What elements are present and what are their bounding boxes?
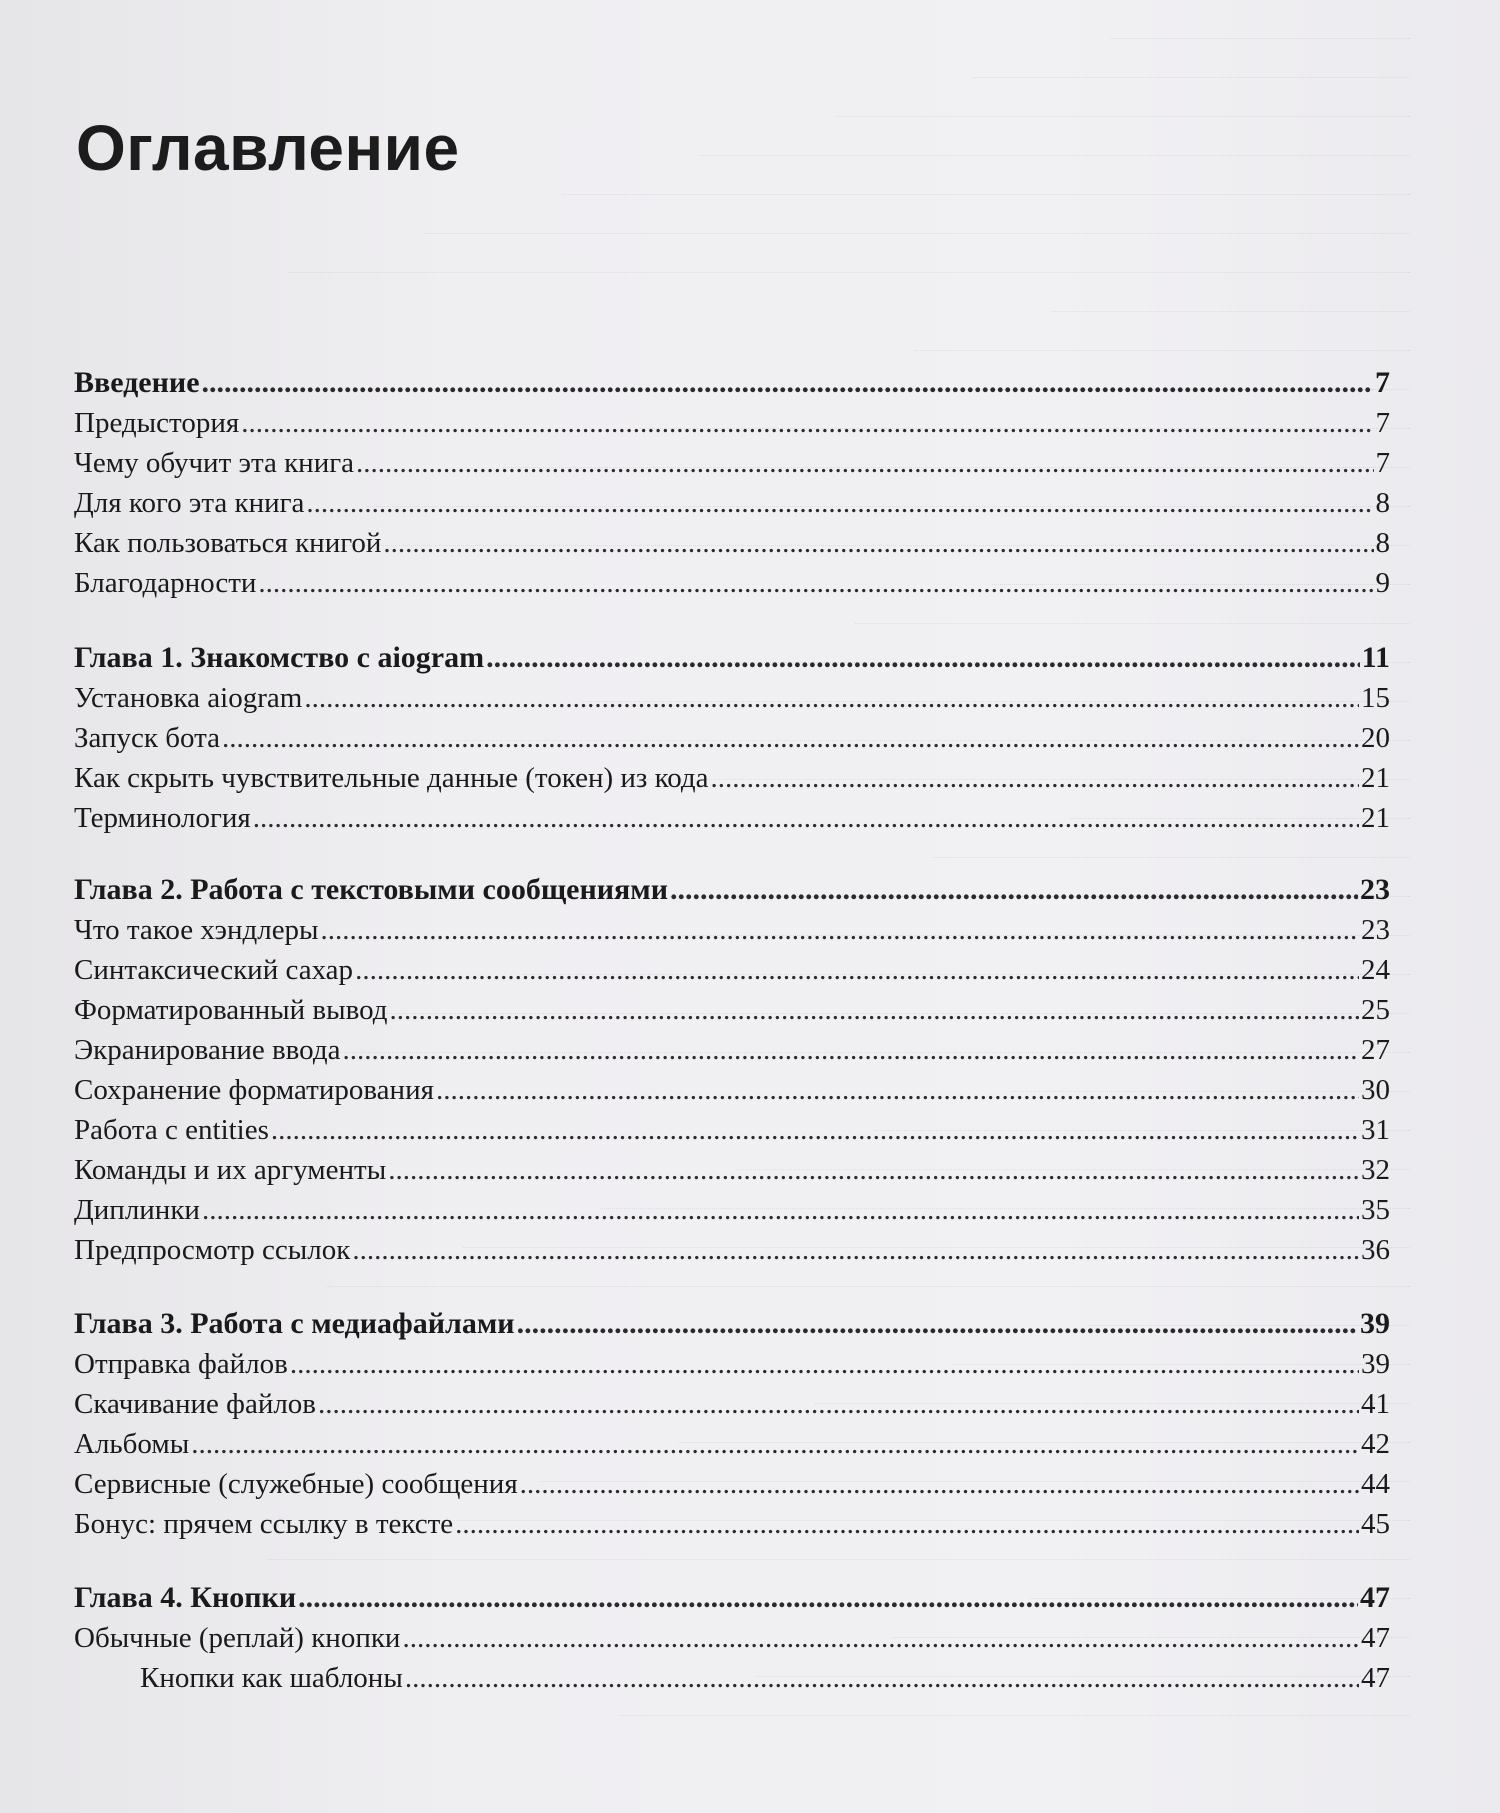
toc-entry-label: Как скрыть чувствительные данные (токен) из кода <box>74 762 709 794</box>
toc-section-entry <box>74 1504 1390 1544</box>
toc-page-number: 9 <box>1375 567 1390 599</box>
toc-page-number: 21 <box>1361 762 1390 794</box>
toc-section-entry <box>74 403 1390 443</box>
toc-page-number: 23 <box>1361 914 1390 946</box>
toc-entry-label: Глава 2. Работа с текстовыми сообщениями <box>74 873 669 906</box>
toc-page-number: 44 <box>1361 1468 1390 1500</box>
toc-page-number: 7 <box>1375 447 1390 479</box>
toc-section-entry <box>74 1190 1390 1230</box>
dot-leader <box>455 1504 1359 1544</box>
toc-entry-label: Глава 1. Знакомство с aiogram <box>74 641 485 674</box>
dot-leader <box>711 758 1359 798</box>
toc-entry-label: Скачивание файлов <box>74 1388 316 1420</box>
toc-page-number: 32 <box>1361 1154 1390 1186</box>
toc-entry-label: Введение <box>74 366 200 399</box>
toc-section-entry <box>74 990 1390 1030</box>
toc-entry-label: Кнопки как шаблоны <box>140 1662 403 1694</box>
toc-entry-label: Установка aiogram <box>74 682 303 714</box>
toc-entry-label: Предыстория <box>74 407 240 439</box>
toc-section-entry <box>74 758 1390 798</box>
dot-leader <box>202 1190 1359 1230</box>
toc-page-number: 20 <box>1361 722 1390 754</box>
toc-section-entry <box>74 950 1390 990</box>
toc-section-entry <box>74 1230 1390 1270</box>
toc-entry-label: Сервисные (служебные) сообщения <box>74 1468 518 1500</box>
dot-leader <box>390 990 1359 1030</box>
dot-leader <box>517 1304 1358 1344</box>
toc-page-number: 39 <box>1361 1348 1390 1380</box>
toc-section-entry <box>140 1658 1390 1698</box>
toc-section-entry <box>74 1344 1390 1384</box>
toc-section-entry <box>74 1424 1390 1464</box>
toc-section-entry <box>74 1030 1390 1070</box>
dot-leader <box>271 1110 1359 1150</box>
toc-page-number: 23 <box>1360 873 1390 906</box>
dot-leader <box>253 798 1359 838</box>
dot-leader <box>352 1230 1359 1270</box>
dot-leader <box>202 363 1373 403</box>
toc-section-entry <box>74 563 1390 603</box>
toc-chapter-entry <box>74 638 1390 678</box>
dot-leader <box>241 403 1373 443</box>
toc-entry-label: Работа с entities <box>74 1114 269 1146</box>
toc-entry-label: Форматированный вывод <box>74 994 388 1026</box>
dot-leader <box>222 718 1359 758</box>
dot-leader <box>304 678 1359 718</box>
dot-leader <box>298 1578 1358 1618</box>
toc-entry-label: Глава 3. Работа с медиафайлами <box>74 1307 515 1340</box>
dot-leader <box>191 1424 1359 1464</box>
toc-chapter-entry <box>74 870 1390 910</box>
toc-page-number: 41 <box>1361 1388 1390 1420</box>
toc-section-entry <box>74 798 1390 838</box>
toc-page-number: 24 <box>1361 954 1390 986</box>
toc-entry-label: Глава 4. Кнопки <box>74 1581 297 1614</box>
page-title: Оглавление <box>76 112 460 184</box>
toc-section-entry <box>74 443 1390 483</box>
toc-page-number: 15 <box>1361 682 1390 714</box>
toc-page-number: 31 <box>1361 1114 1390 1146</box>
toc-entry-label: Экранирование ввода <box>74 1034 341 1066</box>
toc-page-number: 8 <box>1375 527 1390 559</box>
toc-section-entry <box>74 1384 1390 1424</box>
toc-page-number: 21 <box>1361 802 1390 834</box>
toc-section-entry <box>74 1464 1390 1504</box>
dot-leader <box>436 1070 1359 1110</box>
toc-entry-label: Что такое хэндлеры <box>74 914 319 946</box>
dot-leader <box>355 950 1359 990</box>
toc-page-number: 35 <box>1361 1194 1390 1226</box>
toc-chapter-entry <box>74 363 1390 403</box>
dot-leader <box>520 1464 1359 1504</box>
toc-page-number: 45 <box>1361 1508 1390 1540</box>
dot-leader <box>290 1344 1359 1384</box>
toc-section-entry <box>74 1110 1390 1150</box>
dot-leader <box>356 443 1374 483</box>
toc-page-number: 7 <box>1375 407 1390 439</box>
toc-entry-label: Обычные (реплай) кнопки <box>74 1622 401 1654</box>
toc-section-entry <box>74 523 1390 563</box>
toc-section-entry <box>74 1150 1390 1190</box>
dot-leader <box>383 523 1373 563</box>
toc-entry-label: Альбомы <box>74 1428 190 1460</box>
toc-entry-label: Синтаксический сахар <box>74 954 354 986</box>
toc-page-number: 8 <box>1375 487 1390 519</box>
toc-page-number: 47 <box>1360 1581 1390 1614</box>
toc-page-number: 7 <box>1375 366 1390 399</box>
toc-page-number: 42 <box>1361 1428 1390 1460</box>
toc-chapter-entry <box>74 1304 1390 1344</box>
toc-page-number: 25 <box>1361 994 1390 1026</box>
toc-page-number: 11 <box>1361 641 1390 674</box>
toc-entry-label: Сохранение форматирования <box>74 1074 434 1106</box>
toc-page-number: 36 <box>1361 1234 1390 1266</box>
toc-entry-label: Как пользоваться книгой <box>74 527 382 559</box>
toc-section-entry <box>74 1070 1390 1110</box>
toc-entry-label: Терминология <box>74 802 251 834</box>
dot-leader <box>388 1150 1359 1190</box>
dot-leader <box>670 870 1358 910</box>
toc-section-entry <box>74 678 1390 718</box>
toc-entry-label: Отправка файлов <box>74 1348 288 1380</box>
dot-leader <box>405 1658 1359 1698</box>
toc-entry-label: Запуск бота <box>74 722 221 754</box>
dot-leader <box>306 483 1373 523</box>
dot-leader <box>258 563 1373 603</box>
toc-section-entry <box>74 1618 1390 1658</box>
toc-entry-label: Бонус: прячем ссылку в тексте <box>74 1508 454 1540</box>
toc-page-number: 47 <box>1361 1662 1390 1694</box>
toc-entry-label: Команды и их аргументы <box>74 1154 387 1186</box>
toc-section-entry <box>74 483 1390 523</box>
toc-page-number: 39 <box>1360 1307 1390 1340</box>
dot-leader <box>402 1618 1359 1658</box>
toc-section-entry <box>74 910 1390 950</box>
toc-entry-label: Чему обучит эта книга <box>74 447 354 479</box>
dot-leader <box>318 1384 1359 1424</box>
dot-leader <box>321 910 1359 950</box>
toc-page-number: 27 <box>1361 1034 1390 1066</box>
toc-entry-label: Благодарности <box>74 567 257 599</box>
toc-page-number: 47 <box>1361 1622 1390 1654</box>
dot-leader <box>486 638 1360 678</box>
toc-chapter-entry <box>74 1578 1390 1618</box>
toc-page-number: 30 <box>1361 1074 1390 1106</box>
toc-section-entry <box>74 718 1390 758</box>
toc-entry-label: Предпросмотр ссылок <box>74 1234 351 1266</box>
toc-entry-label: Диплинки <box>74 1194 200 1226</box>
dot-leader <box>342 1030 1359 1070</box>
toc-entry-label: Для кого эта книга <box>74 487 305 519</box>
